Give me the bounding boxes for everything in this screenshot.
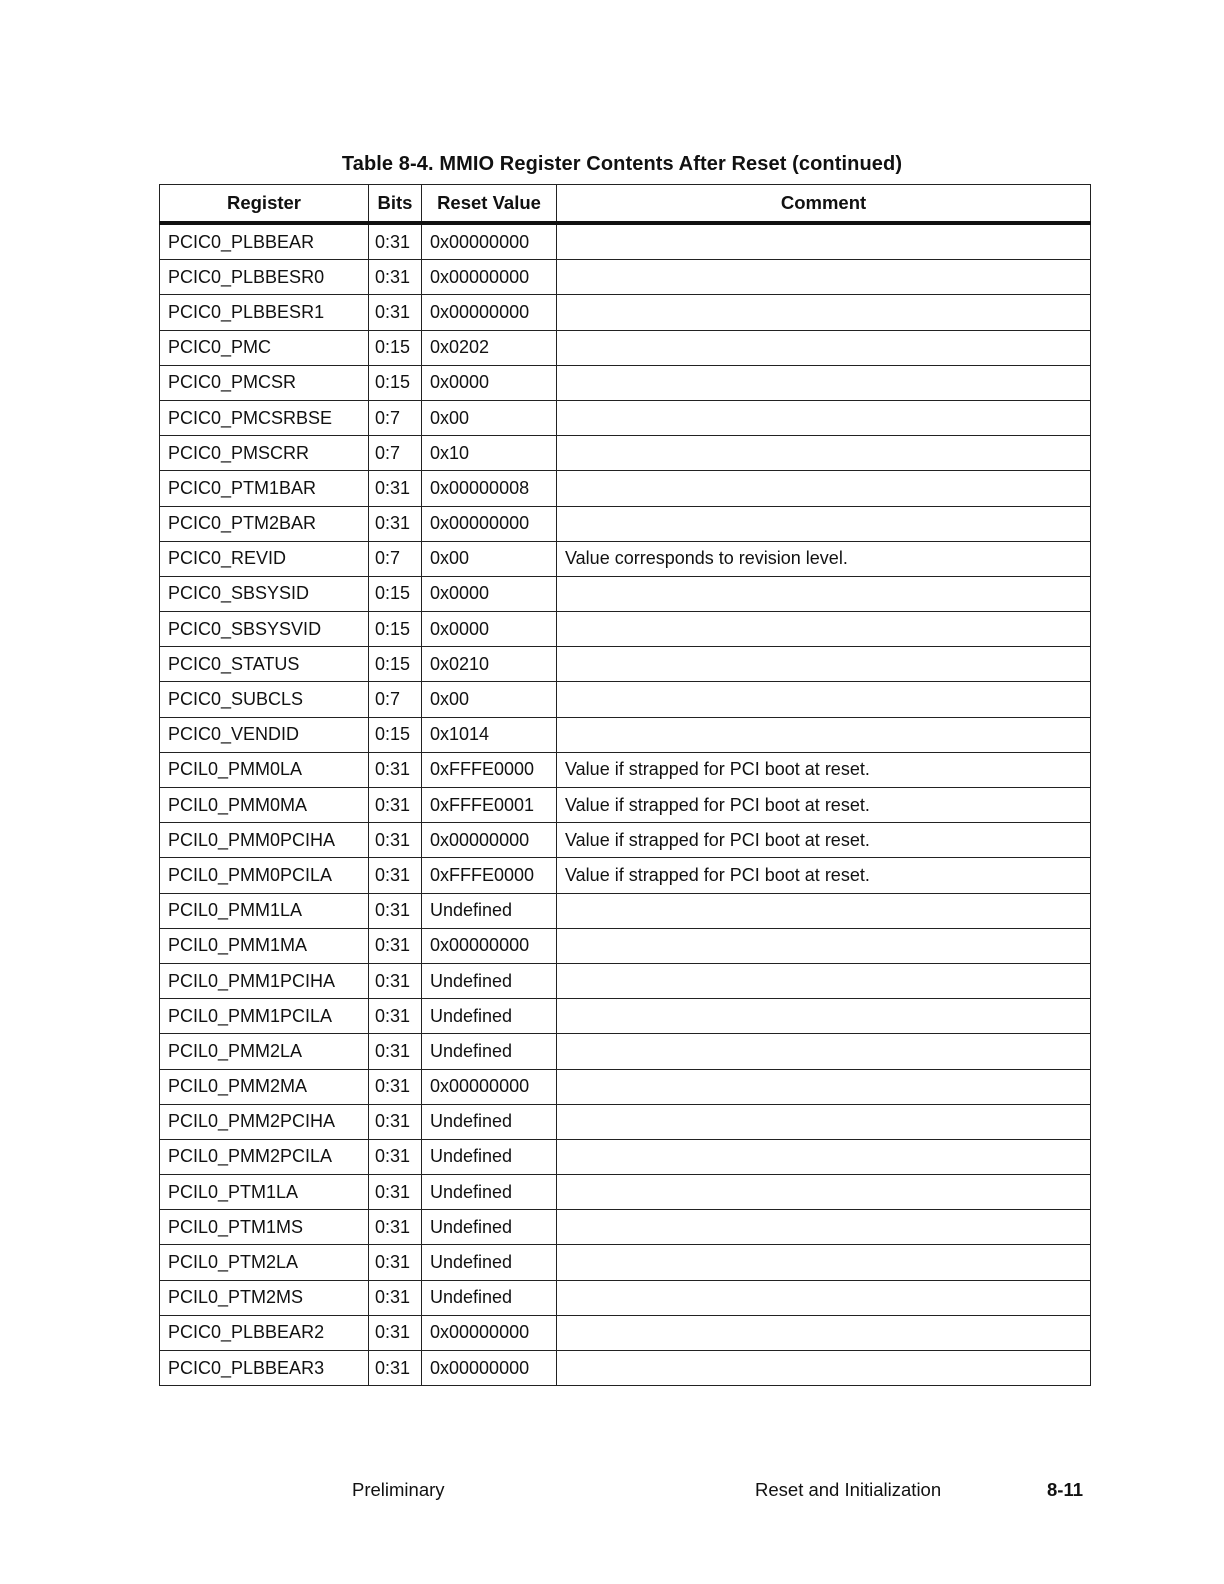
cell-bits: 0:15 bbox=[369, 717, 422, 752]
cell-bits: 0:7 bbox=[369, 436, 422, 471]
table-row bbox=[160, 1210, 1091, 1245]
cell-comment bbox=[557, 963, 1091, 998]
cell-bits: 0:31 bbox=[369, 223, 422, 260]
cell-register: PCIC0_PMCSRBSE bbox=[160, 400, 369, 435]
cell-register: PCIL0_PMM0PCIHA bbox=[160, 823, 369, 858]
cell-comment bbox=[557, 1245, 1091, 1280]
table-row bbox=[160, 1069, 1091, 1104]
cell-comment: Value corresponds to revision level. bbox=[557, 541, 1091, 576]
table-row bbox=[160, 999, 1091, 1034]
cell-register: PCIC0_PMSCRR bbox=[160, 436, 369, 471]
cell-comment bbox=[557, 436, 1091, 471]
cell-reset-value: Undefined bbox=[422, 1034, 557, 1069]
table-row bbox=[160, 823, 1091, 858]
table-row bbox=[160, 1351, 1091, 1386]
cell-comment bbox=[557, 647, 1091, 682]
cell-reset-value: 0x00 bbox=[422, 400, 557, 435]
cell-comment bbox=[557, 330, 1091, 365]
header-comment: Comment bbox=[557, 185, 1091, 224]
cell-reset-value: 0x0202 bbox=[422, 330, 557, 365]
cell-comment bbox=[557, 1315, 1091, 1350]
cell-register: PCIC0_STATUS bbox=[160, 647, 369, 682]
cell-register: PCIL0_PTM1MS bbox=[160, 1210, 369, 1245]
cell-reset-value: 0x0000 bbox=[422, 612, 557, 647]
cell-bits: 0:31 bbox=[369, 928, 422, 963]
cell-comment bbox=[557, 928, 1091, 963]
cell-register: PCIC0_REVID bbox=[160, 541, 369, 576]
table-row bbox=[160, 893, 1091, 928]
cell-reset-value: 0x00000000 bbox=[422, 823, 557, 858]
table-row bbox=[160, 647, 1091, 682]
table-row bbox=[160, 576, 1091, 611]
cell-bits: 0:31 bbox=[369, 1315, 422, 1350]
cell-comment bbox=[557, 400, 1091, 435]
footer-section-title: Reset and Initialization bbox=[755, 1479, 942, 1500]
cell-reset-value: 0x00000000 bbox=[422, 1315, 557, 1350]
cell-register: PCIL0_PTM2LA bbox=[160, 1245, 369, 1280]
cell-comment bbox=[557, 295, 1091, 330]
cell-reset-value: 0x00000000 bbox=[422, 223, 557, 260]
table-row bbox=[160, 788, 1091, 823]
cell-register: PCIL0_PMM1MA bbox=[160, 928, 369, 963]
cell-comment: Value if strapped for PCI boot at reset. bbox=[557, 752, 1091, 787]
cell-comment bbox=[557, 471, 1091, 506]
cell-reset-value: Undefined bbox=[422, 893, 557, 928]
cell-comment bbox=[557, 893, 1091, 928]
cell-reset-value: 0x0000 bbox=[422, 576, 557, 611]
cell-register: PCIC0_PTM2BAR bbox=[160, 506, 369, 541]
cell-register: PCIC0_PMCSR bbox=[160, 365, 369, 400]
cell-register: PCIL0_PMM0PCILA bbox=[160, 858, 369, 893]
cell-register: PCIC0_SBSYSID bbox=[160, 576, 369, 611]
cell-register: PCIC0_PLBBEAR2 bbox=[160, 1315, 369, 1350]
cell-bits: 0:15 bbox=[369, 365, 422, 400]
cell-bits: 0:31 bbox=[369, 1245, 422, 1280]
cell-comment: Value if strapped for PCI boot at reset. bbox=[557, 788, 1091, 823]
cell-comment bbox=[557, 1175, 1091, 1210]
cell-comment bbox=[557, 365, 1091, 400]
cell-bits: 0:15 bbox=[369, 647, 422, 682]
cell-bits: 0:31 bbox=[369, 823, 422, 858]
cell-reset-value: Undefined bbox=[422, 1175, 557, 1210]
cell-register: PCIL0_PMM2LA bbox=[160, 1034, 369, 1069]
table-row bbox=[160, 1245, 1091, 1280]
cell-comment bbox=[557, 1351, 1091, 1386]
table-row bbox=[160, 1104, 1091, 1139]
cell-reset-value: Undefined bbox=[422, 1245, 557, 1280]
cell-comment bbox=[557, 506, 1091, 541]
table-row bbox=[160, 1139, 1091, 1174]
cell-bits: 0:31 bbox=[369, 260, 422, 295]
cell-bits: 0:7 bbox=[369, 682, 422, 717]
cell-register: PCIC0_PLBBEAR3 bbox=[160, 1351, 369, 1386]
table-row bbox=[160, 471, 1091, 506]
cell-bits: 0:31 bbox=[369, 1034, 422, 1069]
cell-register: PCIC0_PLBBESR1 bbox=[160, 295, 369, 330]
cell-bits: 0:15 bbox=[369, 576, 422, 611]
cell-bits: 0:31 bbox=[369, 1210, 422, 1245]
cell-bits: 0:31 bbox=[369, 858, 422, 893]
table-row bbox=[160, 612, 1091, 647]
cell-bits: 0:31 bbox=[369, 752, 422, 787]
cell-register: PCIL0_PMM2MA bbox=[160, 1069, 369, 1104]
table-row bbox=[160, 295, 1091, 330]
cell-register: PCIC0_PMC bbox=[160, 330, 369, 365]
register-table bbox=[159, 184, 1091, 1386]
footer-status: Preliminary bbox=[352, 1479, 445, 1500]
header-bits: Bits bbox=[369, 185, 422, 224]
table-body bbox=[160, 223, 1091, 1386]
cell-comment bbox=[557, 612, 1091, 647]
header-register: Register bbox=[160, 185, 369, 224]
cell-comment bbox=[557, 1104, 1091, 1139]
table-row bbox=[160, 1280, 1091, 1315]
table-row bbox=[160, 963, 1091, 998]
cell-reset-value: 0xFFFE0001 bbox=[422, 788, 557, 823]
cell-reset-value: Undefined bbox=[422, 1210, 557, 1245]
table-row bbox=[160, 400, 1091, 435]
cell-comment bbox=[557, 682, 1091, 717]
cell-comment bbox=[557, 1069, 1091, 1104]
cell-reset-value: Undefined bbox=[422, 1280, 557, 1315]
table-header-row bbox=[160, 185, 1091, 224]
cell-bits: 0:31 bbox=[369, 471, 422, 506]
cell-comment bbox=[557, 260, 1091, 295]
cell-register: PCIC0_PTM1BAR bbox=[160, 471, 369, 506]
cell-register: PCIL0_PMM1LA bbox=[160, 893, 369, 928]
cell-register: PCIL0_PMM1PCILA bbox=[160, 999, 369, 1034]
cell-reset-value: 0xFFFE0000 bbox=[422, 858, 557, 893]
table-row bbox=[160, 1034, 1091, 1069]
table-row bbox=[160, 1315, 1091, 1350]
cell-bits: 0:31 bbox=[369, 1280, 422, 1315]
cell-comment bbox=[557, 999, 1091, 1034]
cell-bits: 0:7 bbox=[369, 541, 422, 576]
cell-reset-value: 0x1014 bbox=[422, 717, 557, 752]
table-row bbox=[160, 752, 1091, 787]
table-row bbox=[160, 365, 1091, 400]
table-row bbox=[160, 436, 1091, 471]
cell-reset-value: 0x0210 bbox=[422, 647, 557, 682]
cell-reset-value: Undefined bbox=[422, 1104, 557, 1139]
cell-comment bbox=[557, 717, 1091, 752]
cell-comment: Value if strapped for PCI boot at reset. bbox=[557, 823, 1091, 858]
cell-bits: 0:31 bbox=[369, 295, 422, 330]
table-row bbox=[160, 260, 1091, 295]
header-reset-value: Reset Value bbox=[422, 185, 557, 224]
cell-reset-value: 0x00000000 bbox=[422, 260, 557, 295]
table-row bbox=[160, 717, 1091, 752]
cell-comment bbox=[557, 1280, 1091, 1315]
cell-register: PCIC0_PLBBESR0 bbox=[160, 260, 369, 295]
cell-register: PCIC0_SBSYSVID bbox=[160, 612, 369, 647]
cell-reset-value: 0x00000008 bbox=[422, 471, 557, 506]
cell-comment: Value if strapped for PCI boot at reset. bbox=[557, 858, 1091, 893]
cell-reset-value: 0x00000000 bbox=[422, 1351, 557, 1386]
cell-register: PCIL0_PTM2MS bbox=[160, 1280, 369, 1315]
cell-reset-value: 0x00000000 bbox=[422, 1069, 557, 1104]
cell-comment bbox=[557, 223, 1091, 260]
cell-bits: 0:31 bbox=[369, 1175, 422, 1210]
cell-bits: 0:31 bbox=[369, 1351, 422, 1386]
cell-reset-value: 0x00000000 bbox=[422, 295, 557, 330]
table-row bbox=[160, 858, 1091, 893]
cell-register: PCIC0_VENDID bbox=[160, 717, 369, 752]
cell-bits: 0:31 bbox=[369, 506, 422, 541]
cell-reset-value: 0x0000 bbox=[422, 365, 557, 400]
cell-reset-value: 0x00000000 bbox=[422, 928, 557, 963]
cell-register: PCIL0_PMM0LA bbox=[160, 752, 369, 787]
cell-bits: 0:15 bbox=[369, 612, 422, 647]
cell-register: PCIL0_PMM1PCIHA bbox=[160, 963, 369, 998]
cell-bits: 0:31 bbox=[369, 963, 422, 998]
cell-register: PCIL0_PMM2PCIHA bbox=[160, 1104, 369, 1139]
cell-bits: 0:31 bbox=[369, 1104, 422, 1139]
cell-register: PCIC0_PLBBEAR bbox=[160, 223, 369, 260]
table-row bbox=[160, 682, 1091, 717]
table-row bbox=[160, 223, 1091, 260]
cell-bits: 0:31 bbox=[369, 788, 422, 823]
table-title: Table 8-4. MMIO Register Contents After Reset (continued) bbox=[341, 153, 903, 175]
cell-reset-value: 0x00 bbox=[422, 541, 557, 576]
cell-reset-value: Undefined bbox=[422, 999, 557, 1034]
cell-bits: 0:15 bbox=[369, 330, 422, 365]
cell-register: PCIL0_PMM2PCILA bbox=[160, 1139, 369, 1174]
cell-reset-value: 0x00 bbox=[422, 682, 557, 717]
cell-register: PCIL0_PMM0MA bbox=[160, 788, 369, 823]
table-row bbox=[160, 541, 1091, 576]
cell-reset-value: 0x10 bbox=[422, 436, 557, 471]
cell-reset-value: 0x00000000 bbox=[422, 506, 557, 541]
page-number: 8-11 bbox=[1047, 1479, 1084, 1500]
table-row bbox=[160, 506, 1091, 541]
cell-bits: 0:31 bbox=[369, 1069, 422, 1104]
cell-reset-value: Undefined bbox=[422, 1139, 557, 1174]
cell-comment bbox=[557, 1139, 1091, 1174]
cell-comment bbox=[557, 1034, 1091, 1069]
cell-register: PCIC0_SUBCLS bbox=[160, 682, 369, 717]
cell-bits: 0:31 bbox=[369, 999, 422, 1034]
cell-reset-value: Undefined bbox=[422, 963, 557, 998]
table-row bbox=[160, 928, 1091, 963]
cell-bits: 0:31 bbox=[369, 1139, 422, 1174]
cell-comment bbox=[557, 1210, 1091, 1245]
cell-bits: 0:7 bbox=[369, 400, 422, 435]
table-row bbox=[160, 330, 1091, 365]
cell-bits: 0:31 bbox=[369, 893, 422, 928]
cell-register: PCIL0_PTM1LA bbox=[160, 1175, 369, 1210]
table-row bbox=[160, 1175, 1091, 1210]
cell-reset-value: 0xFFFE0000 bbox=[422, 752, 557, 787]
cell-comment bbox=[557, 576, 1091, 611]
